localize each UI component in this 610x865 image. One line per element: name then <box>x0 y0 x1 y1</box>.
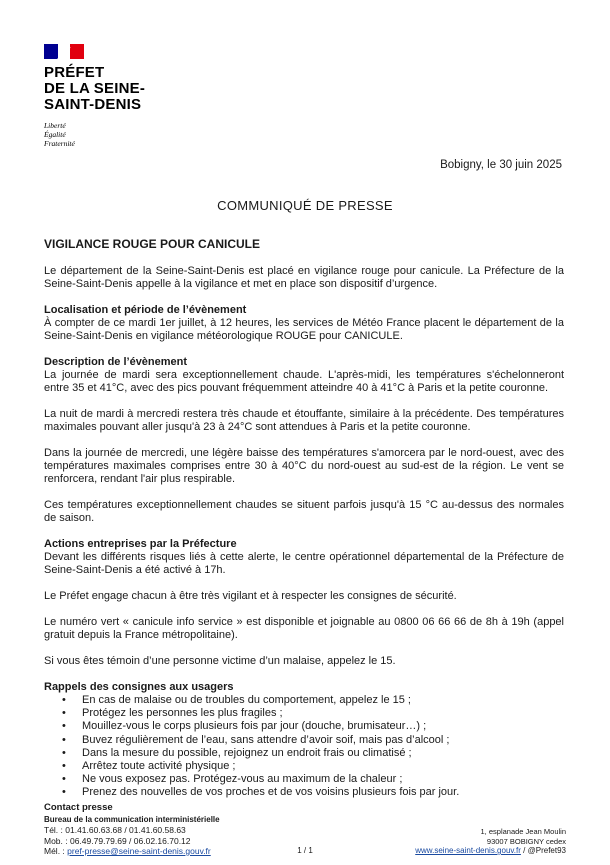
website-link[interactable]: www.seine-saint-denis.gouv.fr <box>415 846 521 855</box>
description-paragraph: Ces températures exceptionnellement chaudes se situent parfois jusqu'à 15 °C au-dessus des normales de saison. <box>44 499 564 524</box>
motto-line: Liberté <box>44 121 66 130</box>
contact-mob: Mob. : 06.49.79.79.69 / 06.02.16.70.12 <box>44 835 191 846</box>
section-title-description: Description de l’évènement <box>44 356 188 368</box>
logo-line: PRÉFET <box>44 64 105 81</box>
contact-bureau: Bureau de la communication interministérielle <box>44 815 220 824</box>
description-paragraph: La journée de mardi sera exceptionnellement chaude. L'après-midi, les températures s'échelonneront entre 35 et 41°C, avec des pics pouvant fréquemment atteindre 40 à 41°C à Paris et la petite couronne. <box>44 369 564 394</box>
logo-line: DE LA SEINE- <box>44 80 146 97</box>
list-item: • Ne vous exposez pas. Protégez-vous au maximum de la chaleur ; <box>82 773 564 786</box>
press-release-body <box>44 237 564 800</box>
intro-paragraph: Le département de la Seine-Saint-Denis est placé en vigilance rouge pour canicule. La Préfecture de la Seine-Saint-Denis appelle à la vigilance et met en place son dispositif d’urgence. <box>44 265 564 290</box>
description-paragraph: La nuit de mardi à mercredi restera très chaude et étouffante, similaire à la précédente. Des températures maximales pouvant aller jusqu'à 23 à 24°C sont attendues à Paris et la petite couronne. <box>44 408 564 433</box>
list-item: • Mouillez-vous le corps plusieurs fois par jour (douche, brumisateur…) ; <box>82 720 564 733</box>
footer-separator: / <box>523 846 526 855</box>
contact-email-link[interactable]: pref-presse@seine-saint-denis.gouv.fr <box>67 846 211 856</box>
prefecture-address <box>481 827 566 846</box>
contact-mel-label: Mél. : <box>44 846 65 856</box>
page-number: 1 / 1 <box>297 846 313 855</box>
actions-paragraph: Si vous êtes témoin d’une personne victime d’un malaise, appelez le 15. <box>44 655 396 667</box>
address-line: 1, esplanade Jean Moulin <box>480 827 566 836</box>
address-line: 93007 BOBIGNY cedex <box>486 836 566 846</box>
date-line: Bobigny, le 30 juin 2025 <box>440 159 562 171</box>
document-type: COMMUNIQUÉ DE PRESSE <box>217 198 393 213</box>
description-paragraph: Dans la journée de mercredi, une légère baisse des températures s'amorcera par le nord-ouest, avec des températures maximales comprises entre 30 à 40°C du nord-ouest au sud-est de la région. Le vent se renforcera, rendant l'air plus respirable. <box>44 447 564 485</box>
section-title-location: Localisation et période de l’évènement <box>44 304 247 316</box>
twitter-handle[interactable]: @Prefet93 <box>527 846 566 855</box>
list-item: • Protégez les personnes les plus fragiles ; <box>82 707 564 720</box>
french-flag-icon <box>44 44 84 59</box>
advice-list <box>44 694 564 800</box>
headline: VIGILANCE ROUGE POUR CANICULE <box>44 237 261 251</box>
logo-title <box>44 65 154 113</box>
section-title-advice: Rappels des consignes aux usagers <box>44 681 234 693</box>
republic-motto <box>44 121 154 148</box>
actions-paragraph: Le numéro vert « canicule info service » est disponible et joignable au 0800 06 66 66 de 8h à 19h (appel gratuit depuis la France métropolitaine). <box>44 616 564 641</box>
logo-line: SAINT-DENIS <box>44 96 142 113</box>
motto-line: Fraternité <box>44 139 75 148</box>
actions-paragraph: Le Préfet engage chacun à être très vigilant et à respecter les consignes de sécurité. <box>44 590 457 602</box>
actions-paragraph: Devant les différents risques liés à cette alerte, le centre opérationnel départemental de la Préfecture de Seine-Saint-Denis a été activé à 17h. <box>44 551 564 576</box>
section-title-actions: Actions entreprises par la Préfecture <box>44 538 237 550</box>
location-paragraph: À compter de ce mardi 1er juillet, à 12 heures, les services de Météo France placent le département de la Seine-Saint-Denis en vigilance météorologique ROUGE pour CANICULE. <box>44 317 564 342</box>
list-item: • En cas de malaise ou de troubles du comportement, appelez le 15 ; <box>82 694 564 707</box>
motto-line: Égalité <box>44 130 66 139</box>
contact-title: Contact presse <box>44 802 113 813</box>
contact-tel: Tél. : 01.41.60.63.68 / 01.41.60.58.63 <box>44 825 186 835</box>
list-item: • Buvez régulièrement de l’eau, sans attendre d’avoir soif, mais pas d’alcool ; <box>82 734 564 747</box>
list-item: • Prenez des nouvelles de vos proches et de vos voisins plusieurs fois par jour. <box>82 786 564 799</box>
list-item: • Dans la mesure du possible, rejoignez un endroit frais ou climatisé ; <box>82 747 564 760</box>
list-item: • Arrêtez toute activité physique ; <box>82 760 564 773</box>
prefecture-logo <box>44 44 154 148</box>
footer-links <box>415 846 566 855</box>
